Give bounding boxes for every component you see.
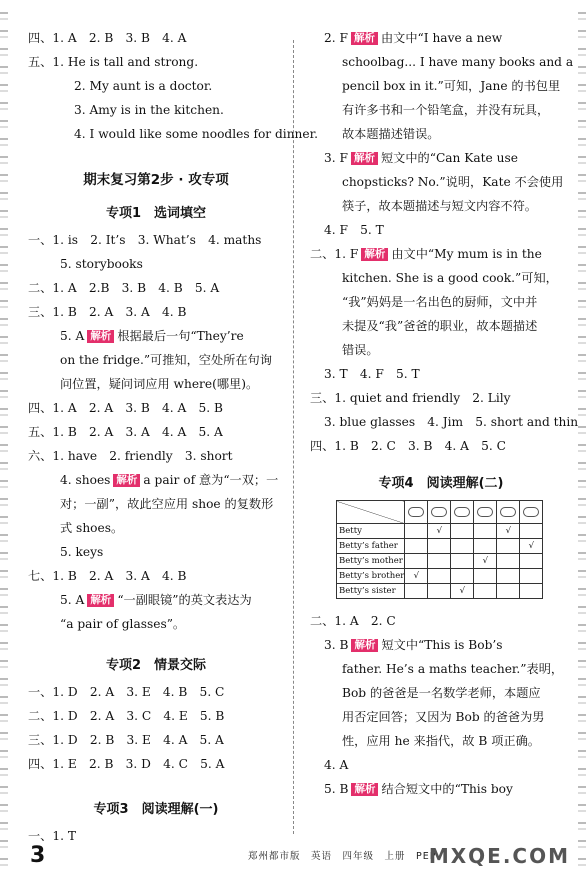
answer-line: 三、1. B 2. A 3. A 4. B [28, 305, 187, 319]
binding-ring [0, 750, 8, 758]
footer-edition-text: 郑州都市版 英语 四年级 上册 PEP [248, 851, 437, 862]
binding-ring [0, 102, 8, 110]
table-check-cell [451, 554, 474, 569]
spiral-binding-left [0, 0, 8, 874]
binding-ring [0, 588, 8, 596]
answer-line: 筷子，故本题描述与短文内容不符。 [342, 199, 537, 213]
binding-ring [0, 804, 8, 812]
binding-ring [0, 12, 8, 20]
main-heading: 期末复习第2步 · 攻专项 [83, 172, 229, 188]
item-picture-icon [431, 507, 447, 517]
table-row [337, 584, 543, 599]
binding-ring [578, 516, 586, 524]
binding-ring [0, 282, 8, 290]
binding-ring [0, 678, 8, 686]
answer-line: 一、1. D 2. A 3. E 4. B 5. C [28, 685, 225, 699]
table-check-cell [497, 584, 520, 599]
binding-ring [578, 156, 586, 164]
table-header-row [337, 501, 543, 524]
binding-ring [0, 228, 8, 236]
answer-line: 问位置，疑问词应用 where(哪里)。 [60, 377, 259, 391]
binding-ring [578, 354, 586, 362]
binding-ring [578, 192, 586, 200]
table-name-cell: Betty’s brother [337, 569, 405, 584]
answer-line: 4. F 5. T [324, 223, 384, 237]
item-picture-icon [454, 507, 470, 517]
table-check-cell [428, 569, 451, 584]
table-picture-cell [520, 501, 543, 524]
answer-line: chopsticks? No.”说明，Kate 不会使用 [342, 175, 564, 189]
answer-line: 对；一副”，故此空应用 shoe 的复数形 [60, 497, 274, 511]
binding-ring [578, 282, 586, 290]
binding-ring [578, 84, 586, 92]
binding-ring [0, 192, 8, 200]
table-picture-cell [474, 501, 497, 524]
binding-ring [578, 462, 586, 470]
binding-ring [0, 84, 8, 92]
answer-line: 5. A 解析 “一副眼镜”的英文表达为 [60, 593, 252, 607]
binding-ring [0, 660, 8, 668]
binding-ring [578, 66, 586, 74]
table-check-cell [451, 524, 474, 539]
binding-ring [578, 246, 586, 254]
binding-ring [578, 48, 586, 56]
table-row [337, 539, 543, 554]
binding-ring [0, 30, 8, 38]
table-check-cell [451, 569, 474, 584]
binding-ring [578, 318, 586, 326]
binding-ring [0, 354, 8, 362]
answer-line: 二、1. A 2.B 3. B 4. B 5. A [28, 281, 220, 295]
binding-ring [0, 120, 8, 128]
binding-ring [0, 624, 8, 632]
binding-ring [578, 102, 586, 110]
answer-line: “a pair of glasses”。 [60, 617, 186, 631]
binding-ring [578, 498, 586, 506]
answer-line: 二、1. D 2. A 3. C 4. E 5. B [28, 709, 225, 723]
answer-line: 3. B 解析 短文中“This is Bob’s [324, 638, 503, 652]
binding-ring [578, 768, 586, 776]
binding-ring [0, 552, 8, 560]
table-picture-cell [497, 501, 520, 524]
answer-line: 错误。 [342, 343, 379, 357]
analysis-tag: 解析 [351, 32, 378, 45]
binding-ring [0, 606, 8, 614]
answer-line: 四、1. B 2. C 3. B 4. A 5. C [310, 439, 506, 453]
binding-ring [578, 210, 586, 218]
page-number: 3 [30, 843, 46, 868]
answer-line: 5. B 解析 结合短文中的“This boy [324, 782, 513, 796]
table-check-cell: √ [474, 554, 497, 569]
answer-line: 五、1. He is tall and strong. [28, 55, 199, 69]
table-name-cell: Betty’s mother [337, 554, 405, 569]
answer-line: 有许多书和一个铅笔盒，并没有玩具， [342, 103, 550, 117]
answer-line: 5. storybooks [60, 257, 143, 271]
binding-ring [0, 372, 8, 380]
watermark-logo: MXQE.COM [428, 844, 570, 868]
analysis-tag: 解析 [87, 330, 114, 343]
binding-ring [0, 300, 8, 308]
left-column [28, 26, 318, 848]
binding-ring [578, 372, 586, 380]
binding-ring [0, 570, 8, 578]
answer-line: on the fridge.”可推知，空处所在句询 [60, 353, 272, 367]
answer-line: 2. F 解析 由文中“I have a new [324, 31, 503, 45]
binding-ring [578, 714, 586, 722]
table-check-cell [497, 569, 520, 584]
answer-line: 一、1. is 2. It’s 3. What’s 4. maths [28, 233, 262, 247]
binding-ring [0, 336, 8, 344]
answer-line: 二、1. A 2. C [310, 614, 396, 628]
binding-ring [578, 624, 586, 632]
binding-ring [578, 588, 586, 596]
answer-line: father. He’s a maths teacher.”表明， [342, 662, 564, 676]
answer-line: 2. My aunt is a doctor. [74, 79, 213, 93]
binding-ring [0, 768, 8, 776]
binding-ring [0, 642, 8, 650]
answer-line: 式 shoes。 [60, 521, 124, 535]
answer-line: 故本题描述错误。 [342, 127, 440, 141]
binding-ring [0, 822, 8, 830]
table-check-cell [520, 569, 543, 584]
answer-line: 5. A 解析 根据最后一句“They’re [60, 329, 244, 343]
item-picture-icon [477, 507, 493, 517]
table-name-cell: Betty’s sister [337, 584, 405, 599]
binding-ring [578, 120, 586, 128]
answer-line: 四、1. E 2. B 3. D 4. C 5. A [28, 757, 225, 771]
table-check-cell [405, 584, 428, 599]
answer-line: 4. A [324, 758, 349, 772]
analysis-tag: 解析 [361, 248, 388, 261]
answer-line: kitchen. She is a good cook.”可知， [342, 271, 558, 285]
table-check-cell: √ [451, 584, 474, 599]
table-check-cell [405, 539, 428, 554]
binding-ring [0, 480, 8, 488]
analysis-tag: 解析 [113, 474, 140, 487]
table-check-cell [428, 554, 451, 569]
binding-ring [0, 246, 8, 254]
binding-ring [578, 750, 586, 758]
table-check-cell [474, 524, 497, 539]
binding-ring [578, 786, 586, 794]
section-title: 专项1 选词填空 [105, 206, 207, 221]
table-picture-cell [428, 501, 451, 524]
binding-ring [578, 570, 586, 578]
binding-ring [578, 30, 586, 38]
item-picture-icon [523, 507, 539, 517]
answer-line: 3. blue glasses 4. Jim 5. short and thin [324, 415, 579, 429]
analysis-tag: 解析 [351, 639, 378, 652]
binding-ring [578, 804, 586, 812]
binding-ring [0, 516, 8, 524]
binding-ring [578, 138, 586, 146]
answer-line: 3. F 解析 短文中的“Can Kate use [324, 151, 518, 165]
binding-ring [0, 786, 8, 794]
table-picture-cell [405, 501, 428, 524]
answer-line: 4. I would like some noodles for dinner. [74, 127, 318, 141]
table-check-cell [474, 539, 497, 554]
answer-line: “我”妈妈是一名出色的厨师，文中并 [342, 295, 538, 309]
answer-line: 三、1. quiet and friendly 2. Lily [310, 391, 511, 405]
item-picture-icon [500, 507, 516, 517]
answer-line: 二、1. F 解析 由文中“My mum is in the [310, 247, 542, 261]
binding-ring [0, 426, 8, 434]
binding-ring [578, 822, 586, 830]
binding-ring [0, 696, 8, 704]
binding-ring [0, 732, 8, 740]
table-check-cell [474, 584, 497, 599]
answer-line: schoolbag... I have many books and a [342, 55, 574, 69]
table-row [337, 569, 543, 584]
binding-ring [578, 606, 586, 614]
binding-ring [578, 336, 586, 344]
table-check-cell [474, 569, 497, 584]
binding-ring [578, 642, 586, 650]
table-check-cell [428, 539, 451, 554]
binding-ring [0, 174, 8, 182]
binding-ring [578, 444, 586, 452]
binding-ring [0, 390, 8, 398]
binding-ring [0, 156, 8, 164]
item-picture-icon [408, 507, 424, 517]
answer-line: 3. T 4. F 5. T [324, 367, 420, 381]
binding-ring [578, 534, 586, 542]
section-title: 专项2 情景交际 [105, 658, 207, 673]
table-check-cell [497, 539, 520, 554]
table-check-cell [520, 554, 543, 569]
binding-ring [578, 480, 586, 488]
table-check-cell [405, 524, 428, 539]
analysis-tag: 解析 [351, 783, 378, 796]
table-row [337, 524, 543, 539]
page-footer [0, 840, 586, 874]
binding-ring [0, 210, 8, 218]
binding-ring [0, 66, 8, 74]
table-corner-cell [337, 501, 405, 524]
table-check-cell: √ [405, 569, 428, 584]
binding-ring [0, 444, 8, 452]
answer-line: Bob 的爸爸是一名数学老师，本题应 [342, 686, 541, 700]
column-divider [293, 40, 294, 834]
table-check-cell [405, 554, 428, 569]
right-column [310, 26, 579, 801]
table-check-cell [520, 584, 543, 599]
answer-line: 五、1. B 2. A 3. A 4. A 5. A [28, 425, 223, 439]
table-check-cell [520, 524, 543, 539]
table-check-cell [428, 584, 451, 599]
table-check-cell: √ [428, 524, 451, 539]
binding-ring [578, 732, 586, 740]
spiral-binding-right [578, 0, 586, 874]
binding-ring [578, 390, 586, 398]
binding-ring [578, 426, 586, 434]
answer-line: 三、1. D 2. B 3. E 4. A 5. A [28, 733, 224, 747]
table-check-cell: √ [497, 524, 520, 539]
section-title: 专项4 阅读理解(二) [378, 476, 504, 491]
binding-ring [0, 138, 8, 146]
answer-line: pencil box in it.”可知，Jane 的书包里 [342, 79, 561, 93]
analysis-tag: 解析 [87, 594, 114, 607]
answer-line: 3. Amy is in the kitchen. [74, 103, 224, 117]
binding-ring [0, 408, 8, 416]
binding-ring [0, 264, 8, 272]
answer-table [336, 500, 543, 599]
binding-ring [578, 678, 586, 686]
binding-ring [0, 48, 8, 56]
section-title: 专项3 阅读理解(一) [93, 802, 219, 817]
binding-ring [0, 498, 8, 506]
binding-ring [578, 552, 586, 560]
binding-ring [578, 12, 586, 20]
table-picture-cell [451, 501, 474, 524]
answer-line: 5. keys [60, 545, 104, 559]
table-row [337, 554, 543, 569]
answer-line: 四、1. A 2. B 3. B 4. A [28, 31, 187, 45]
table-name-cell: Betty’s father [337, 539, 405, 554]
table-check-cell [451, 539, 474, 554]
binding-ring [0, 714, 8, 722]
answer-line: 六、1. have 2. friendly 3. short [28, 449, 233, 463]
answer-line: 四、1. A 2. A 3. B 4. A 5. B [28, 401, 223, 415]
analysis-tag: 解析 [351, 152, 378, 165]
table-check-cell [497, 554, 520, 569]
binding-ring [578, 408, 586, 416]
answer-line: 用否定回答；又因为 Bob 的爸爸为男 [342, 710, 545, 724]
binding-ring [0, 462, 8, 470]
binding-ring [578, 300, 586, 308]
binding-ring [0, 534, 8, 542]
answer-line: 4. shoes 解析 a pair of 意为“一双；一 [60, 473, 279, 487]
table-check-cell: √ [520, 539, 543, 554]
binding-ring [578, 228, 586, 236]
binding-ring [578, 264, 586, 272]
answer-line: 七、1. B 2. A 3. A 4. B [28, 569, 187, 583]
binding-ring [0, 318, 8, 326]
binding-ring [578, 174, 586, 182]
binding-ring [578, 660, 586, 668]
answer-line: 未提及“我”爸爸的职业，故本题描述 [342, 319, 538, 333]
binding-ring [578, 696, 586, 704]
table-name-cell: Betty [337, 524, 405, 539]
answer-line: 一、1. T [28, 829, 77, 843]
answer-line: 性，应用 he 来指代，故 B 项正确。 [342, 734, 540, 748]
